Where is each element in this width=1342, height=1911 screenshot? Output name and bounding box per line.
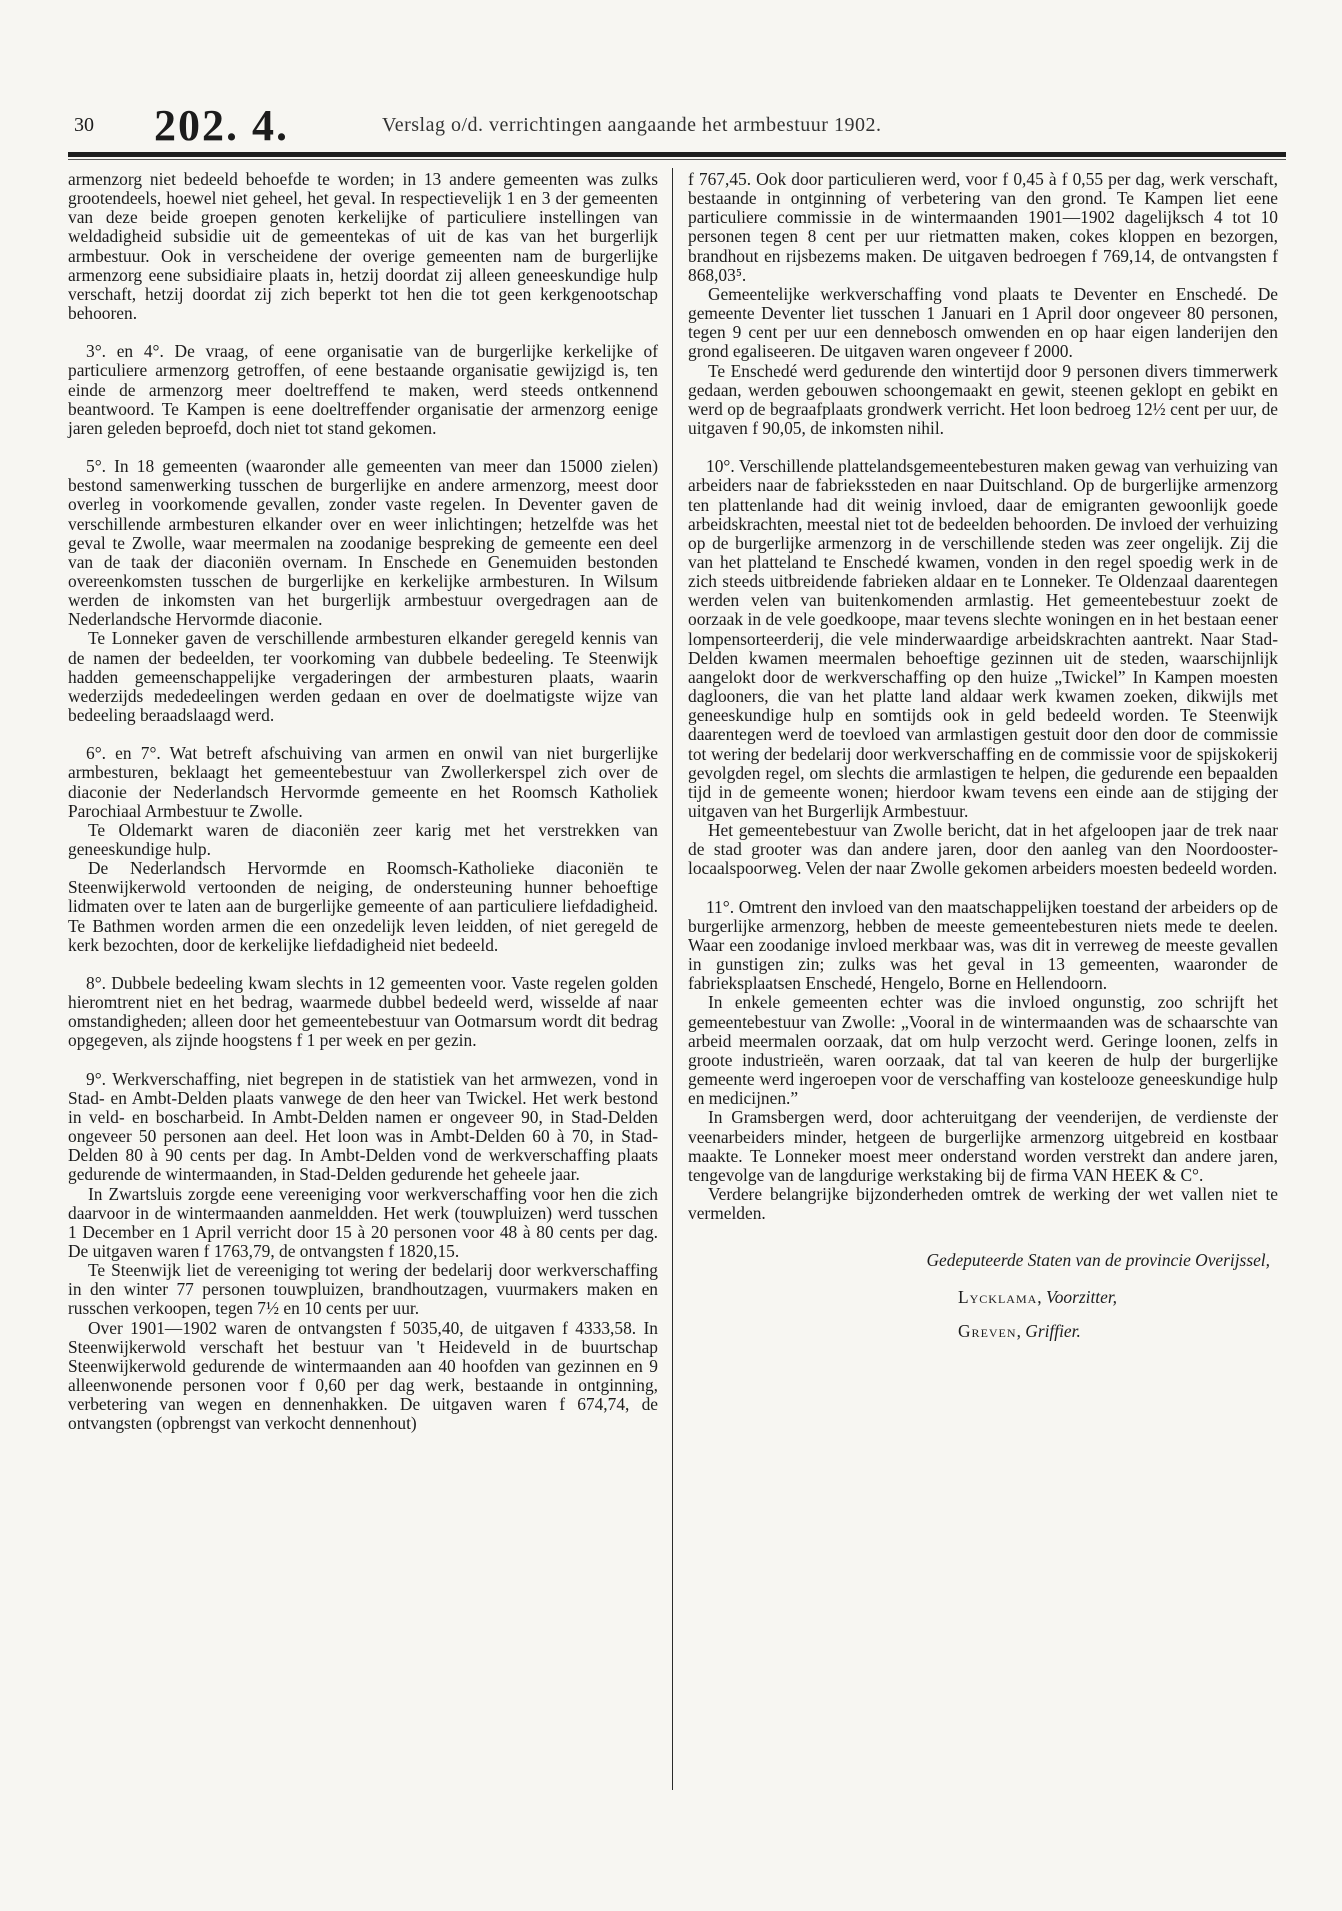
- paragraph: In enkele gemeenten echter was die invloed ongunstig, zoo schrijft het gemeentebestuur van Zwolle: „Vooral in de wintermaanden was de schaarschte van arbeid meermalen oorzaak, dat om hulp verzocht werd. Geringe loonen, zelfs in groote industrieën, waren oorzaak, dat tal van keeren de hulp der burgerlijke gemeente werd ingeroepen voor de verschaffing van kostelooze geneeskundige hulp en medicijnen.”: [688, 992, 1278, 1109]
- paragraph: 8°. Dubbele bedeeling kwam slechts in 12 gemeenten voor. Vaste regelen golden hieromtrent niet en het bedrag, waarmede dubbel bedeeld werd, wisselde af naar omstandigheden; alleen door het gemeentebestuur van Ootmarsum wordt dit bedrag opgegeven, als zijnde hoogstens f 1 per week en per gezin.: [68, 972, 658, 1051]
- signature-block: [688, 1251, 1278, 1340]
- paragraph: In Gramsbergen werd, door achteruitgang der veenderijen, de verdienste der veenarbeiders minder, hetgeen de burgerlijke armenzorg uitgebreid en kostbaar maakte. Te Lonneker moest meer onderstand worden verstrekt dan andere jaren, tengevolge van de langdurige werkstaking bij de firma VAN HEEK & C°.: [688, 1107, 1278, 1185]
- paragraph: Het gemeentebestuur van Zwolle bericht, dat in het afgeloopen jaar de trek naar de stad grooter was dan andere jaren, door den aanleg van den Noordooster-locaalspoorweg. Velen der naar Zwolle gekomen arbeiders moesten bedeeld worden.: [688, 820, 1278, 879]
- page-header: [62, 101, 1292, 158]
- paragraph: 3°. en 4°. De vraag, of eene organisatie van de burgerlijke kerkelijke of particuliere armenzorg getroffen, of eene bestaande organisatie gewijzigd is, ten einde de armenzorg meer doeltreffend te maken, werd steeds ontkennend beantwoord. Te Kampen is eene doeltreffender organisatie der armenzorg eenige jaren geleden beproefd, doch niet tot stand gekomen.: [68, 341, 658, 438]
- paragraph: Te Enschedé werd gedurende den wintertijd door 9 personen divers timmerwerk gedaan, werden gebouwen schoongemaakt en gewit, steenen geklopt en gebikt en werd op de begraafplaats grondwerk verricht. Het loon bedroeg 12½ cent per uur, de uitgaven f 90,05, de inkomsten nihil.: [688, 360, 1278, 439]
- paragraph: Verdere belangrijke bijzonderheden omtrek de werking der wet vallen niet te vermelden.: [688, 1183, 1278, 1224]
- paragraph: armenzorg niet bedeeld behoefde te worden; in 13 andere gemeenten was zulks grootendeels, hoewel niet geheel, het geval. In respectievelijk 1 en 3 der gemeenten van deze beide groepen genoten kerkelijke of particuliere instellingen van weldadigheid subsidie uit de gemeentekas of uit de kas van het burgerlijk armbestuur. Ook in verscheidene der overige gemeenten nam de burgerlijke armenzorg eene subsidiaire plaats in, hetzij doordat zij alleen geneeskundige hulp verschaft, hetzij doordat zij zich beperkt tot hen die tot geen kerkgenootschap behooren.: [68, 169, 658, 324]
- paragraph: 11°. Omtrent den invloed van den maatschappelijken toestand der arbeiders op de burgerlijke armenzorg, hebben de meeste gemeentebesturen niets mede te deelen. Waar een zoodanige invloed merkbaar was, was dit in verreweg de meeste gevallen in gunstigen zin; zulks was het geval in 13 gemeenten, waaronder de fabrieksplaatsen Enschedé, Hengelo, Borne en Hellendoorn.: [688, 896, 1278, 994]
- signing-authority: Gedeputeerde Staten van de provincie Overijssel,: [926, 1250, 1270, 1271]
- paragraph: Te Oldemarkt waren de diaconiën zeer karig met het verstrekken van geneeskundige hulp.: [68, 819, 658, 859]
- paragraph: Over 1901—1902 waren de ontvangsten f 5035,40, de uitgaven f 4333,58. In Steenwijkerwold verschaft het bestuur van 't Heideveld in de buurtschap Steenwijkerwold gedurende de wintermaanden aan 40 hoofden van gezinnen en 9 alleenwonende personen voor f 0,60 per dag werk, bestaande in ontginning, verbetering van wegen en dennenhakken. De uitgaven waren f 674,74, de ontvangsten (opbrengst van verkocht dennenhout): [68, 1317, 658, 1434]
- paragraph: Te Lonneker gaven de verschillende armbesturen elkander geregeld kennis van de namen der bedeelden, ter voorkoming van dubbele bedeeling. Te Steenwijk hadden gemeenschappelijke vergaderingen der armbesturen plaats, waarin wederzijds mededeelingen werden gedaan en over de doelmatigste wijze van bedeeling beraadslaagd werd.: [68, 628, 658, 726]
- chairman-line: Lycklama, Voorzitter,: [958, 1287, 1118, 1308]
- clerk-title: Griffier.: [1025, 1320, 1081, 1341]
- clerk-line: Greven, Griffier.: [958, 1320, 1081, 1341]
- paragraph: 10°. Verschillende plattelandsgemeentebesturen maken gewag van verhuizing van arbeiders naar de fabriekssteden en naar Duitschland. Op de burgerlijke armenzorg ten plattenlande had dit weinig invloed, daar de emigranten gewoonlijk goede arbeidskrachten, meestal niet tot de bedeelden behoorden. De invloed der verhuizing op de burgerlijke armenzorg in de verschillende steden was zeer ongelijk. Zij die van het platteland te Enschedé kwamen, vonden in den regel spoedig werk in de zich steeds uitbreidende fabrieken aldaar en te Lonneker. Te Oldenzaal daarentegen werden velen van buitenkomenden armlastig. Het gemeentebestuur zoekt de oorzaak in de vele goedkoope, maar tevens slechte woningen en in het bestaan eener lompensorteerderij, die vele minderwaardige arbeidskrachten aantrekt. Naar Stad-Delden kwamen meermalen behoeftige gezinnen uit de steden, waarschijnlijk aangelokt door de werkverschaffing op den huize „Twickel” In Kampen moesten daglooners, die van het platte land aldaar werk kwamen zoeken, dikwijls met geneeskundige hulp en somtijds ook in geld bedeeld worden. Te Steenwijk daarentegen werd de toevloed van armlastigen gestuit door den door de commissie tot wering der bedelarij door werkverschaffing en de commissie voor de spijskokerij gevolgden regel, om slechts die armlastigen te helpen, die gedurende een bepaalden tijd in de gemeente wonen; hierdoor kwam tevens een einde aan de stijging der uitgaven van het Burgerlijk Armbestuur.: [688, 456, 1278, 821]
- paragraph: 6°. en 7°. Wat betreft afschuiving van armen en onwil van niet burgerlijke armbesturen, beklaagt het gemeentebestuur van Zwollerkerspel zich over de diaconie der Nederlandsch Hervormde gemeente en het Roomsch Katholiek Parochiaal Armbestuur te Zwolle.: [68, 743, 658, 821]
- paragraph: 5°. In 18 gemeenten (waaronder alle gemeenten van meer dan 15000 zielen) bestond samenwerking tusschen de burgerlijke en andere armenzorg, meest door overleg in voorkomende gevallen, zonder vaste regelen. In Deventer gaven de verschillende armbesturen elkander over en weer inlichtingen; hetzelfde was het geval te Zwolle, waar meermalen na zoodanige bespreking de gemeente een deel van de taak der diaconiën overnam. In Enschede en Genemuiden bestonden overeenkomsten tusschen de burgerlijke en kerkelijke armbesturen. In Wilsum werden de inkomsten van het burgerlijk armbestuur overgedragen aan de Nederlandsche Hervormde diaconie.: [68, 456, 658, 630]
- document-number: 202. 4.: [154, 101, 289, 150]
- paragraph: De Nederlandsch Hervormde en Roomsch-Katholieke diaconiën te Steenwijkerwold vertoonden de neiging, de ondersteuning hunner behoeftige lidmaten over te laten aan de burgerlijke gemeente of aan particuliere liefdadigheid. Te Bathmen worden armen die een onzedelijk leven leidden, of niet geregeld de kerk bezochten, door de kerkelijke liefdadigheid niet bedeeld.: [68, 858, 658, 955]
- left-column: [68, 170, 658, 1434]
- right-column: [688, 170, 1278, 1341]
- header-rule-thin: [68, 159, 1286, 160]
- chairman-name: Lycklama: [958, 1287, 1038, 1308]
- paragraph: Te Steenwijk liet de vereeniging tot wering der bedelarij door werkverschaffing in den winter 77 personen touwpluizen, brandhoutzagen, vuurmakers maken en russchen verkoopen, tegen 7½ en 10 cents per uur.: [68, 1260, 658, 1319]
- running-title: Verslag o/d. verrichtingen aangaande het armbestuur 1902.: [382, 114, 882, 136]
- paragraph: 9°. Werkverschaffing, niet begrepen in de statistiek van het armwezen, vond in Stad- en Ambt-Delden plaats vanwege de den heer van Twickel. Het werk bestond in veld- en boscharbeid. In Ambt-Delden namen er ongeveer 90, in Stad-Delden ongeveer 50 personen aan deel. Het loon was in Ambt-Delden 60 à 70, in Stad-Delden 80 à 90 cents per dag. In Ambt-Delden vond de werkverschaffing plaats gedurende de wintermaanden, in Stad-Delden gedurende het geheele jaar.: [68, 1068, 658, 1185]
- paragraph: Gemeentelijke werkverschaffing vond plaats te Deventer en Enschedé. De gemeente Deventer liet tusschen 1 Januari en 1 April door ongeveer 80 personen, tegen 9 cent per uur een dennebosch omwenden en op haar eigen landerijen den grond egaliseeren. De uitgaven waren ongeveer f 2000.: [688, 283, 1278, 362]
- column-divider: [672, 168, 673, 1790]
- paragraph: f 767,45. Ook door particulieren werd, voor f 0,45 à f 0,55 per dag, werk verschaft, bestaande in ontginning of verbetering van den grond. Te Kampen liet eene particuliere commissie in de wintermaanden 1901—1902 dagelijksch 4 tot 10 personen tegen 8 cent per uur rietmatten maken, cokes kloppen en bezorgen, brandhout en rijsbezems maken. De uitgaven bedroegen f 769,14, de ontvangsten f 868,03⁵.: [688, 169, 1278, 285]
- page-number: 30: [74, 114, 94, 136]
- header-rule: [68, 152, 1286, 157]
- clerk-name: Greven: [958, 1320, 1017, 1341]
- chairman-title: Voorzitter,: [1046, 1287, 1118, 1308]
- paragraph: In Zwartsluis zorgde eene vereeniging voor werkverschaffing voor hen die zich daarvoor in de wintermaanden aanmeldden. Het werk (touwpluizen) werd tusschen 1 December en 1 April verricht door 15 à 20 personen voor 48 à 80 cents per dag. De uitgaven waren f 1763,79, de ontvangsten f 1820,15.: [68, 1183, 658, 1261]
